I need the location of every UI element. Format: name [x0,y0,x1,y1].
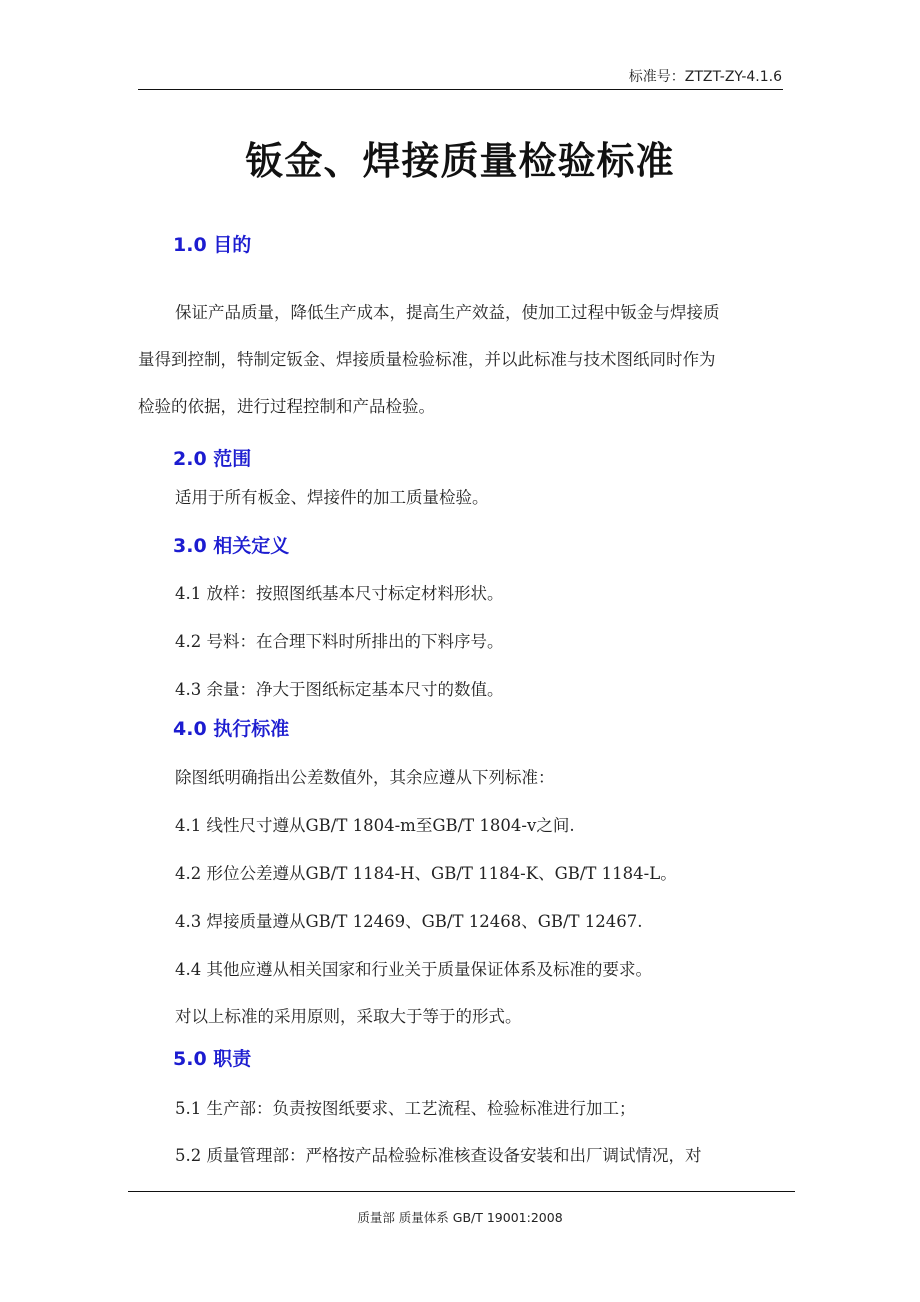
footer-text: 质量部 质量体系 GB/T 19001:2008 [357,1210,563,1225]
section-heading-standards: 4.0 执行标准 [173,718,290,740]
section-heading-definitions: 3.0 相关定义 [173,535,290,557]
page-title: 钣金、焊接质量检验标准 [245,139,675,183]
footer-divider [128,1191,795,1192]
definition-item: 4.1 放样：按照图纸基本尺寸标定材料形状。 [175,584,504,603]
standard-item: 4.4 其他应遵从相关国家和行业关于质量保证体系及标准的要求。 [175,960,652,979]
section-heading-scope: 2.0 范围 [173,448,252,470]
purpose-line: 保证产品质量，降低生产成本，提高生产效益，使加工过程中钣金与焊接质 [175,303,720,322]
standard-item: 4.2 形位公差遵从GB/T 1184-H、GB/T 1184-K、GB/T 1184-L。 [175,864,677,883]
definition-item: 4.3 余量：净大于图纸标定基本尺寸的数值。 [175,680,504,699]
purpose-paragraph [138,289,783,430]
standard-item: 4.1 线性尺寸遵从GB/T 1804-m至GB/T 1804-v之间. [175,816,575,835]
standards-closing: 对以上标准的采用原则，采取大于等于的形式。 [175,1007,522,1026]
section-heading-duties: 5.0 职责 [173,1048,252,1070]
section-heading-purpose: 1.0 目的 [173,234,252,256]
standards-intro: 除图纸明确指出公差数值外，其余应遵从下列标准： [175,768,555,787]
header-divider [138,89,783,90]
standard-number: 标准号：ZTZT-ZY-4.1.6 [628,69,782,85]
standard-item: 4.3 焊接质量遵从GB/T 12469、GB/T 12468、GB/T 12467. [175,912,643,931]
purpose-line: 检验的依据，进行过程控制和产品检验。 [138,397,435,416]
purpose-line: 量得到控制，特制定钣金、焊接质量检验标准，并以此标准与技术图纸同时作为 [138,350,716,369]
definition-item: 4.2 号料：在合理下料时所排出的下料序号。 [175,632,504,651]
scope-text: 适用于所有板金、焊接件的加工质量检验。 [175,488,489,507]
duty-item: 5.2 质量管理部：严格按产品检验标准核查设备安装和出厂调试情况，对 [175,1146,702,1165]
duty-item: 5.1 生产部：负责按图纸要求、工艺流程、检验标准进行加工； [175,1099,636,1118]
